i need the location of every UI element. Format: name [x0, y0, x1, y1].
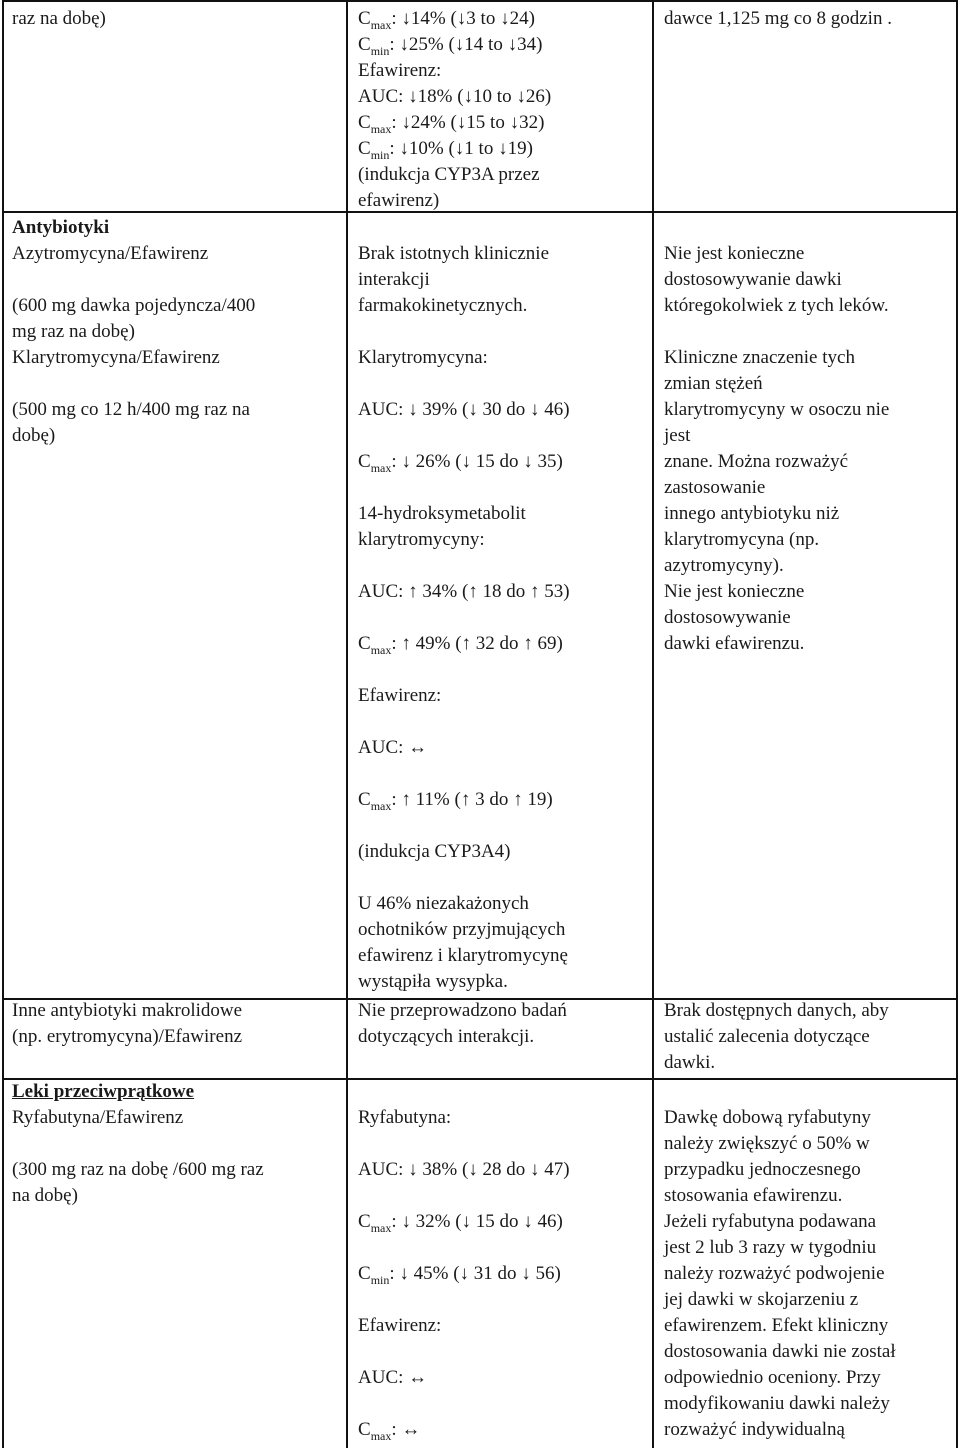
text-line: przypadku jednoczesnego — [664, 1159, 861, 1180]
text-line: należy rozważyć podwojenie — [664, 1263, 885, 1284]
cmax-line: $C_{max}$: ↓ 26% (↓ 15 do ↓ 35) — [358, 451, 563, 475]
efawirenz-label: Efawirenz: — [358, 1315, 442, 1336]
text-line: azytromycyny). — [664, 555, 784, 576]
text-line: (500 mg co 12 h/400 mg raz na — [12, 399, 250, 420]
text-line — [12, 371, 250, 397]
text-line: Brak dostępnych danych, aby — [664, 1000, 889, 1021]
section-heading-antybiotyki: Antybiotyki — [12, 217, 110, 238]
text-line: Inne antybiotyki makrolidowe — [12, 1000, 243, 1021]
text-line: mg raz na dobę) — [12, 321, 135, 342]
cmin-line: $C_{min}$: ↓10% (↓1 to ↓19) — [358, 138, 533, 162]
text-line: (600 mg dawka pojedyncza/400 — [12, 295, 256, 316]
metabolite-label: 14-hydroksymetabolit — [358, 503, 526, 524]
text-line: odpowiednio oceniony. Przy — [664, 1367, 881, 1388]
makrolidy-drug-cell — [12, 998, 242, 1050]
azytromycyna-effect-cell — [358, 241, 549, 319]
text-line: modyfikowaniu dawki należy — [664, 1393, 890, 1414]
text-line: zastosowanie — [664, 477, 766, 498]
text-line: zmian stężeń — [664, 373, 763, 394]
text-line — [12, 1131, 264, 1157]
text-line: Brak istotnych klinicznie — [358, 243, 550, 264]
text-line: dotyczących interakcji. — [358, 1026, 535, 1047]
text-line: U 46% niezakażonych — [358, 893, 529, 914]
klarytromycyna-drug-cell — [12, 345, 250, 449]
section-heading-przeciwpratkowe: Leki przeciwprątkowe — [12, 1081, 195, 1102]
text-line — [12, 267, 255, 293]
ryfabutyna-label: Ryfabutyna: — [358, 1107, 452, 1128]
azytromycyna-drug-cell — [12, 215, 255, 345]
column-divider-1 — [346, 0, 348, 1448]
text-line: dawki. — [664, 1052, 716, 1073]
azytromycyna-recommendation-cell — [664, 241, 889, 319]
text-line: Azytromycyna/Efawirenz — [12, 243, 209, 264]
table-border-right — [956, 0, 958, 1448]
text-line: Kliniczne znaczenie tych — [664, 347, 855, 368]
text-line: innego antybiotyku niż — [664, 503, 840, 524]
table-border-left — [2, 0, 4, 1448]
efawirenz-label: Efawirenz: — [358, 60, 442, 81]
row0-effect-cell — [358, 6, 551, 214]
text-line: (np. erytromycyna)/Efawirenz — [12, 1026, 243, 1047]
cmax-line: $C_{max}$: ↑ 49% (↑ 32 do ↑ 69) — [358, 633, 563, 657]
text-line: raz na dobę) — [12, 8, 106, 29]
text-line: dawce 1,125 mg co 8 godzin . — [664, 8, 892, 29]
text-line: klarytromycyny w osoczu nie — [664, 399, 890, 420]
text-line: stosowania efawirenzu. — [664, 1185, 843, 1206]
auc-line: AUC: ↑ 34% (↑ 18 do ↑ 53) — [358, 581, 570, 602]
cmin-line: $C_{min}$: ↓25% (↓14 to ↓34) — [358, 34, 543, 58]
text-line: rozważyć indywidualną — [664, 1419, 845, 1440]
table-border-top — [2, 0, 958, 2]
text-line: dobę) — [12, 425, 56, 446]
auc-line: AUC: ↓ 38% (↓ 28 do ↓ 47) — [358, 1159, 570, 1180]
efawirenz-label: Efawirenz: — [358, 685, 442, 706]
klarytromycyna-recommendation-cell — [664, 345, 889, 657]
ryfabutyna-recommendation-cell — [664, 1105, 896, 1443]
text-line: Ryfabutyna/Efawirenz — [12, 1107, 184, 1128]
text-line: znane. Można rozważyć — [664, 451, 849, 472]
cmax-line: $C_{max}$: ↑ 11% (↑ 3 do ↑ 19) — [358, 789, 553, 813]
text-line: Klarytromycyna/Efawirenz — [12, 347, 220, 368]
row0-drug-cell — [12, 6, 106, 32]
induction-note: (indukcja CYP3A przez — [358, 164, 540, 185]
klarytromycyna-effect-cell — [358, 345, 570, 995]
text-line: wystąpiła wysypka. — [358, 971, 508, 992]
text-line: Dawkę dobową ryfabutyny — [664, 1107, 871, 1128]
text-line: dostosowywanie — [664, 607, 791, 628]
induction-note: (indukcja CYP3A4) — [358, 841, 511, 862]
text-line: jest — [664, 425, 691, 446]
text-line: efawirenz i klarytromycynę — [358, 945, 568, 966]
text-line: na dobę) — [12, 1185, 78, 1206]
text-line: któregokolwiek z tych leków. — [664, 295, 889, 316]
ryfabutyna-effect-cell — [358, 1105, 570, 1443]
text-line: dostosowywanie dawki — [664, 269, 842, 290]
text-line: jest 2 lub 3 razy w tygodniu — [664, 1237, 877, 1258]
text-line: dawki efawirenzu. — [664, 633, 805, 654]
text-line: Nie jest konieczne — [664, 581, 805, 602]
makrolidy-recommendation-cell — [664, 998, 889, 1076]
text-line: farmakokinetycznych. — [358, 295, 528, 316]
ryfabutyna-drug-cell — [12, 1079, 264, 1209]
text-line: efawirenzem. Efekt kliniczny — [664, 1315, 889, 1336]
row0-recommendation-cell — [664, 6, 892, 32]
text-line: Nie przeprowadzono badań — [358, 1000, 567, 1021]
text-line: jej dawki w skojarzeniu z — [664, 1289, 859, 1310]
column-divider-2 — [652, 0, 654, 1448]
makrolidy-effect-cell — [358, 998, 567, 1050]
auc-line: AUC: ↔ — [358, 737, 428, 758]
metabolite-label: klarytromycyny: — [358, 529, 485, 550]
cmax-line: $C_{max}$: ↓14% (↓3 to ↓24) — [358, 8, 535, 32]
text-line: ochotników przyjmujących — [358, 919, 566, 940]
cmin-line: $C_{min}$: ↓ 45% (↓ 31 do ↓ 56) — [358, 1263, 561, 1287]
cmax-line: $C_{max}$: ↓24% (↓15 to ↓32) — [358, 112, 545, 136]
cmax-line: $C_{max}$: ↔ — [358, 1419, 421, 1443]
text-line: Nie jest konieczne — [664, 243, 805, 264]
text-line: interakcji — [358, 269, 430, 290]
cmax-line: $C_{max}$: ↓ 32% (↓ 15 do ↓ 46) — [358, 1211, 563, 1235]
text-line: dostosowania dawki nie został — [664, 1341, 896, 1362]
auc-line: AUC: ↓18% (↓10 to ↓26) — [358, 86, 552, 107]
text-line: Jeżeli ryfabutyna podawana — [664, 1211, 877, 1232]
induction-note: efawirenz) — [358, 190, 440, 211]
text-line: klarytromycyna (np. — [664, 529, 820, 550]
text-line: ustalić zalecenia dotyczące — [664, 1026, 870, 1047]
auc-line: AUC: ↓ 39% (↓ 30 do ↓ 46) — [358, 399, 570, 420]
text-line: (300 mg raz na dobę /600 mg raz — [12, 1159, 264, 1180]
klarytromycyna-label: Klarytromycyna: — [358, 347, 488, 368]
text-line: należy zwiększyć o 50% w — [664, 1133, 870, 1154]
auc-line: AUC: ↔ — [358, 1367, 428, 1388]
